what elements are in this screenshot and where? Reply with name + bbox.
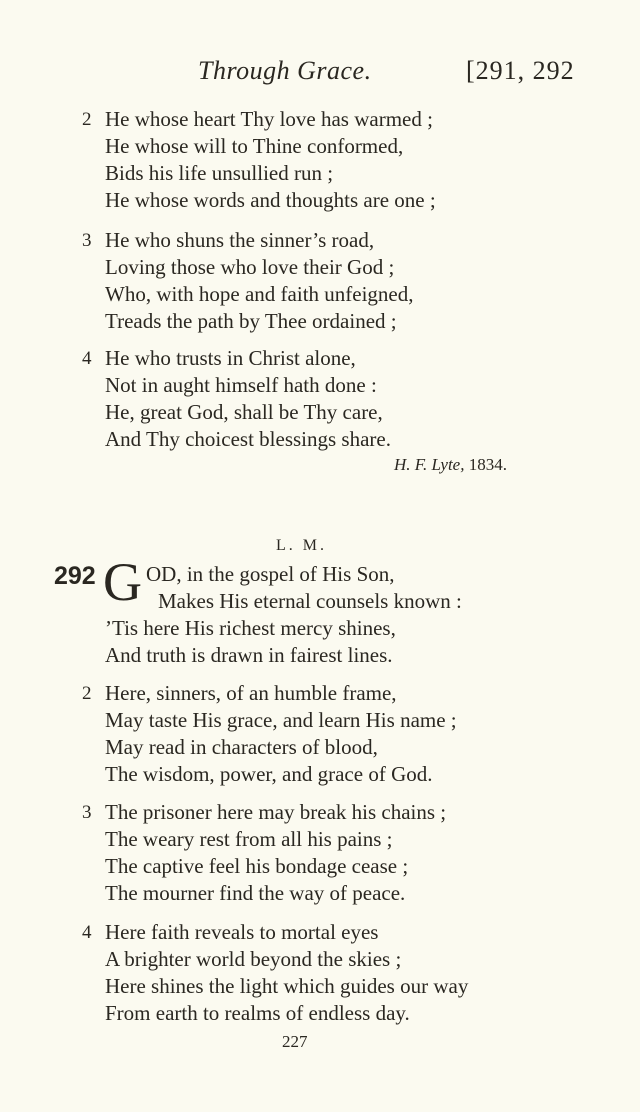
hymn-range: [291, 292 [466,56,575,85]
author-year: 1834. [468,455,507,474]
verse-line: A brighter world beyond the skies ; [105,947,402,971]
verse-line: May read in characters of blood, [105,735,378,759]
verse-line: The prisoner here may break his chains ; [105,800,447,824]
verse-line: OD, in the gospel of His Son, [146,562,395,586]
verse-line: He, great God, shall be Thy care, [105,400,383,424]
running-title: Through Grace. [198,56,372,85]
verse-line: Here faith reveals to mortal eyes [105,920,379,944]
attribution [394,455,507,475]
verse-line: He whose will to Thine conformed, [105,134,404,158]
author-name: H. F. Lyte, [394,455,465,474]
verse-line: The mourner find the way of peace. [105,881,406,905]
page-number: 227 [282,1032,308,1051]
drop-cap: G [103,552,142,612]
verse-line: Treads the path by Thee ordained ; [105,309,397,333]
verse-line: Here shines the light which guides our way [105,974,469,998]
stanza-number: 4 [82,348,92,369]
verse-line: From earth to realms of endless day. [105,1001,410,1025]
hymn-number: 292 [54,562,96,590]
meter-label: L. M. [276,537,327,554]
verse-line: Loving those who love their God ; [105,255,395,279]
verse-line: And Thy choicest blessings share. [105,427,391,451]
verse-line: And truth is drawn in fairest lines. [105,643,393,667]
verse-line: Here, sinners, of an humble frame, [105,681,397,705]
verse-line: ’Tis here His richest mercy shines, [105,616,396,640]
stanza-number: 3 [82,230,92,251]
verse-line: He whose heart Thy love has warmed ; [105,107,433,131]
verse-line: May taste His grace, and learn His name ; [105,708,457,732]
stanza-number: 2 [82,683,92,704]
stanza-number: 4 [82,922,92,943]
stanza-number: 2 [82,109,92,130]
verse-line: Who, with hope and faith unfeigned, [105,282,414,306]
verse-line: The wisdom, power, and grace of God. [105,762,433,786]
stanza-number: 3 [82,802,92,823]
verse-line: The weary rest from all his pains ; [105,827,393,851]
verse-line: Bids his life unsullied run ; [105,161,334,185]
verse-line: He whose words and thoughts are one ; [105,188,436,212]
verse-line: Not in aught himself hath done : [105,373,377,397]
verse-line: Makes His eternal counsels known : [158,589,462,613]
verse-line: The captive feel his bondage cease ; [105,854,409,878]
verse-line: He who shuns the sinner’s road, [105,228,375,252]
verse-line: He who trusts in Christ alone, [105,346,356,370]
